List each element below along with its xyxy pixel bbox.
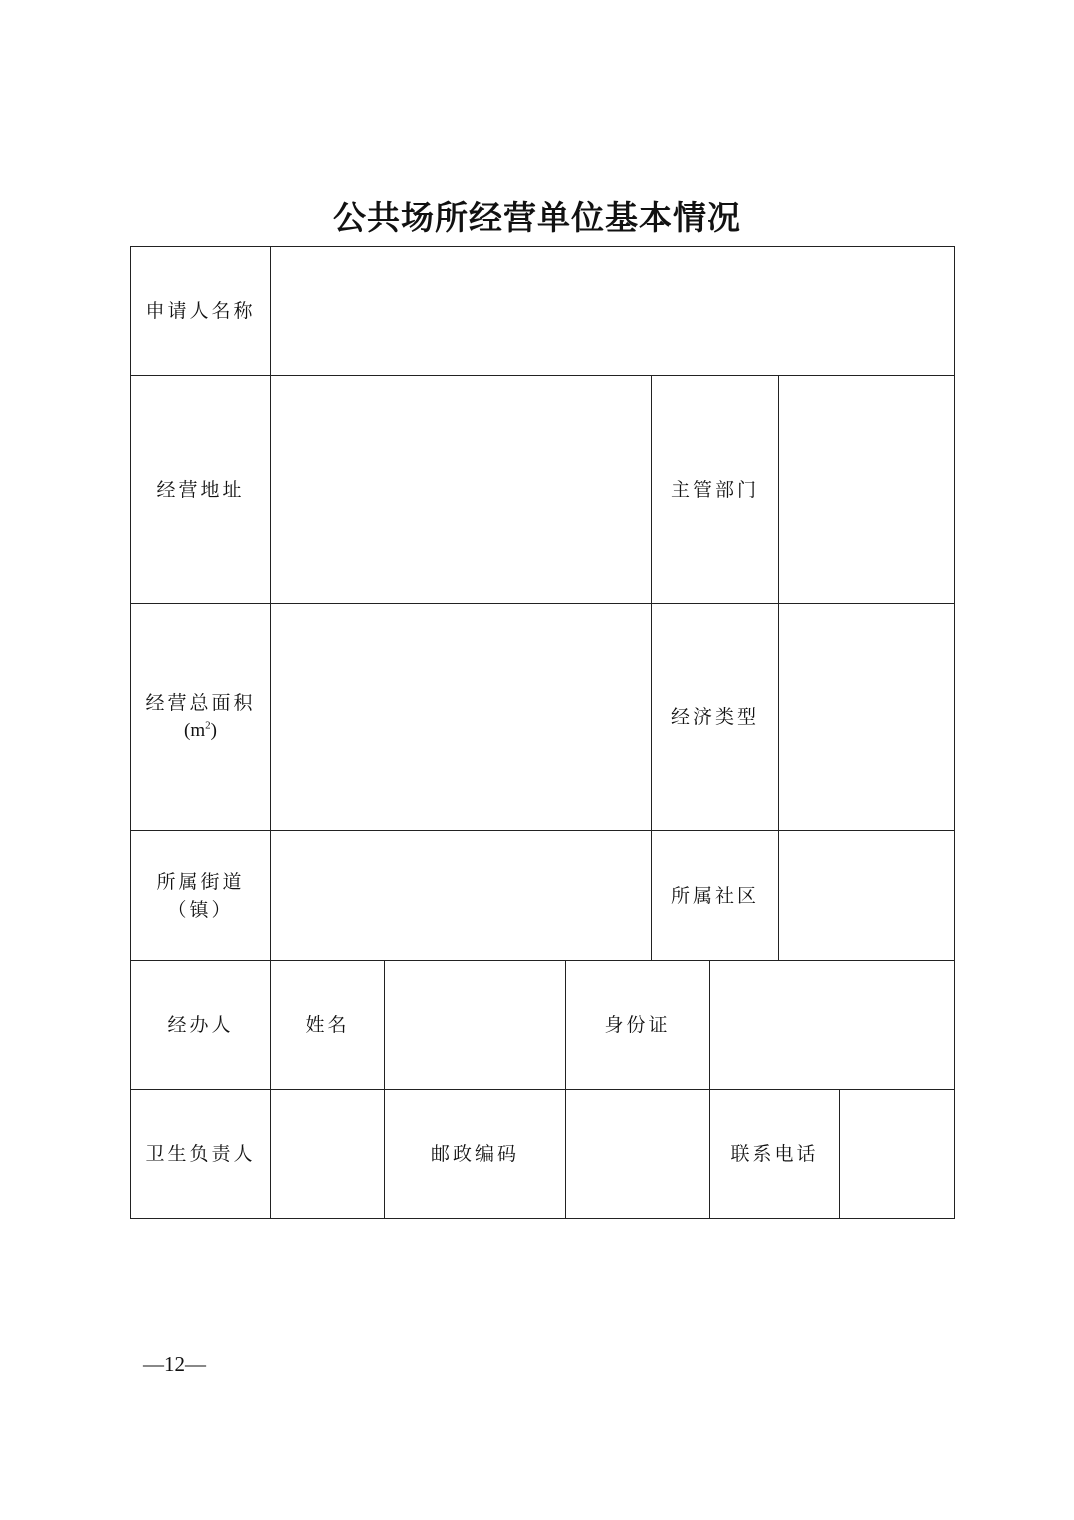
supervising-dept-field[interactable] bbox=[779, 376, 954, 603]
supervising-dept-label: 主管部门 bbox=[670, 478, 759, 501]
contact-phone-label: 联系电话 bbox=[730, 1143, 819, 1165]
subdistrict-label bbox=[131, 831, 270, 960]
applicant-name-label: 申请人名称 bbox=[145, 300, 256, 322]
form-title: 公共场所经营单位基本情况 bbox=[333, 198, 741, 237]
community-label: 所属社区 bbox=[670, 884, 759, 907]
handler-name-field[interactable] bbox=[385, 961, 565, 1089]
applicant-name-field[interactable] bbox=[271, 247, 954, 375]
handler-label: 经办人 bbox=[167, 1014, 234, 1036]
table-border-right bbox=[954, 246, 955, 1219]
id-card-field[interactable] bbox=[710, 961, 954, 1089]
economic-type-label: 经济类型 bbox=[670, 706, 759, 728]
area-unit-suffix: ) bbox=[210, 720, 217, 741]
subdistrict-town-text: （镇） bbox=[167, 898, 234, 921]
contact-phone-field[interactable] bbox=[840, 1090, 954, 1218]
area-unit bbox=[184, 717, 217, 745]
total-area-label bbox=[131, 604, 270, 830]
subdistrict-field[interactable] bbox=[271, 831, 651, 960]
subdistrict-label-text: 所属街道 bbox=[156, 870, 245, 893]
total-area-label-text: 经营总面积 bbox=[145, 692, 256, 714]
postal-code-field[interactable] bbox=[566, 1090, 709, 1218]
id-card-label: 身份证 bbox=[604, 1014, 671, 1036]
handler-name-label: 姓名 bbox=[305, 1014, 350, 1036]
business-address-field[interactable] bbox=[271, 376, 651, 603]
hygiene-manager-field[interactable] bbox=[271, 1090, 384, 1218]
table-border-bottom bbox=[130, 1218, 955, 1219]
postal-code-label: 邮政编码 bbox=[430, 1143, 519, 1165]
economic-type-field[interactable] bbox=[779, 604, 954, 830]
community-field[interactable] bbox=[779, 831, 954, 960]
page-number: —12— bbox=[143, 1352, 206, 1376]
area-unit-exponent: 2 bbox=[205, 719, 211, 732]
hygiene-manager-label: 卫生负责人 bbox=[145, 1143, 256, 1165]
total-area-field[interactable] bbox=[271, 604, 651, 830]
area-unit-prefix: (m bbox=[184, 720, 206, 741]
business-address-label: 经营地址 bbox=[156, 478, 245, 501]
